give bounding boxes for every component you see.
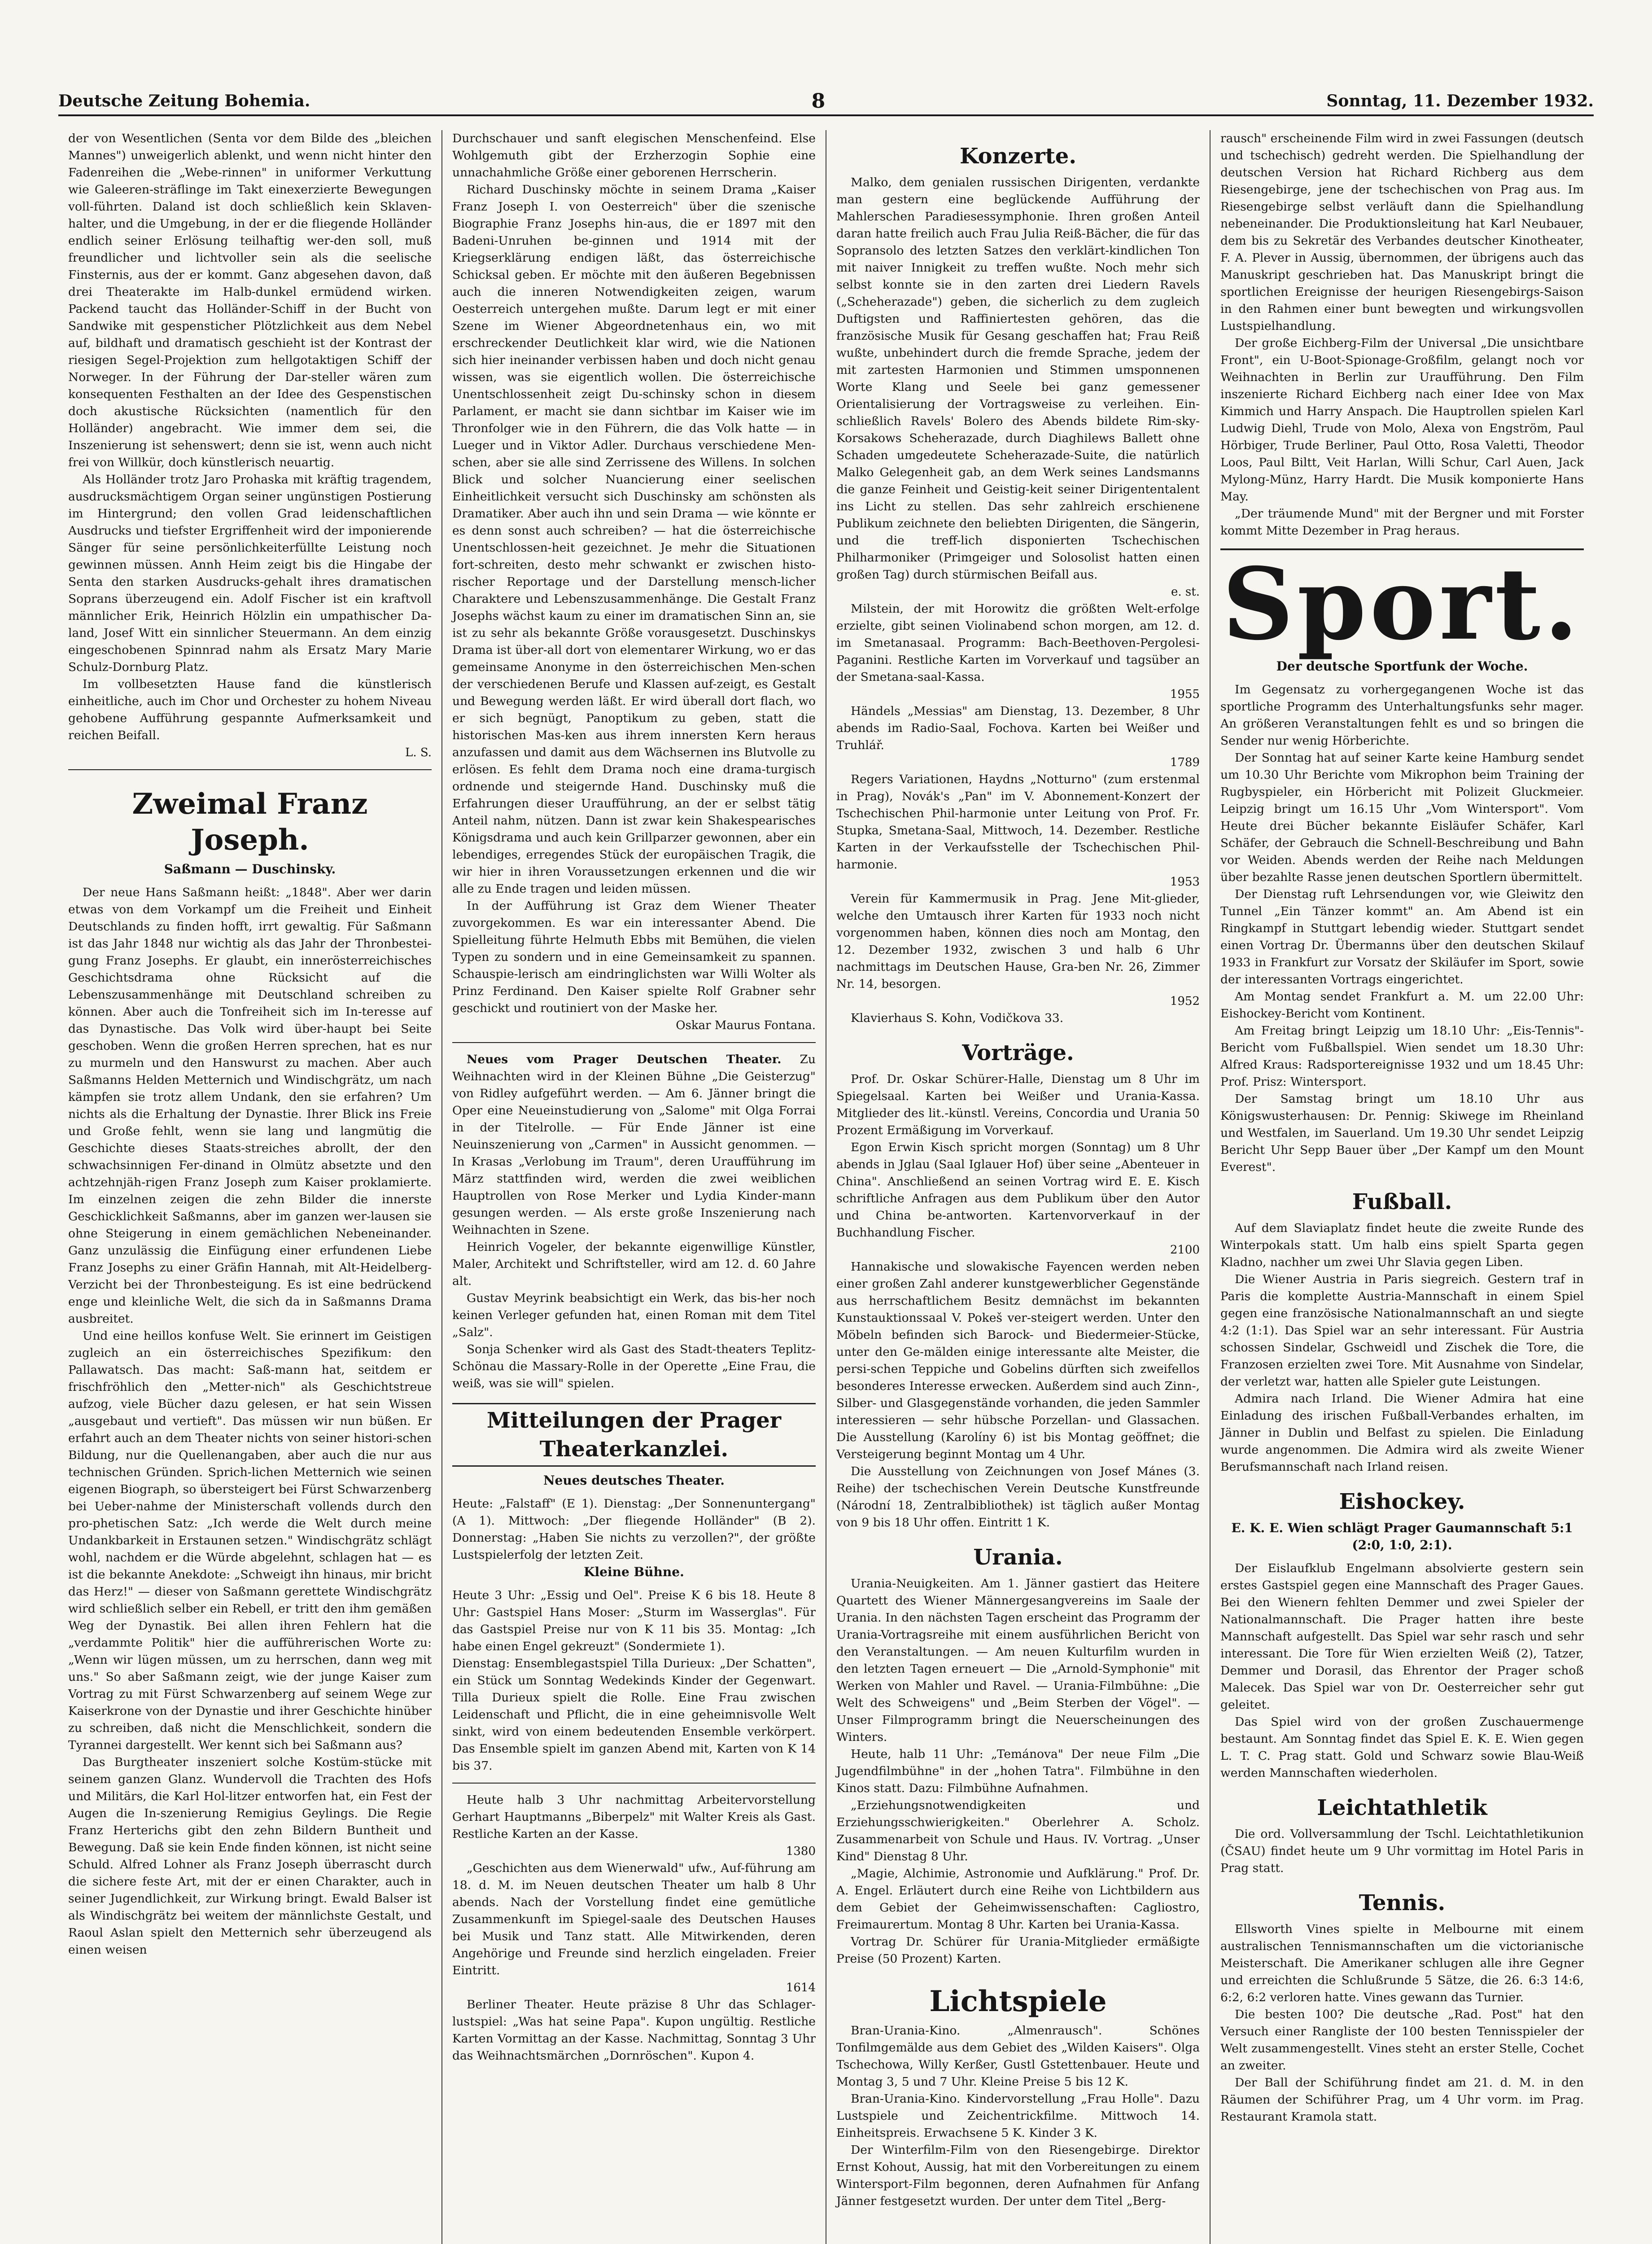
section-headline-konzerte: Konzerte. bbox=[959, 144, 1077, 169]
article-subheadline: Saßmann — Duschinsky. bbox=[164, 862, 336, 877]
paragraph: Der Dienstag ruft Lehrsendungen vor, wie Gleiwitz den Tunnel „Ein Tänzer kommt" an. Am Abend ist ein Ringkampf in Stuttgart lebendig wieder. Stuttgart sendet einen Vortrag Dr. Übermanns über den deutschen Skilauf 1933 in Frankfurt zur Vorsatz der Skiläufer im Sport, sowie der interessanten Vortrags eingerichtet. bbox=[1220, 887, 1584, 986]
program-listing: Heute halb 3 Uhr nachmittag Arbeitervorstellung Gerhart Hauptmanns „Biberpelz" mit Walter Kreis als Gast. Restliche Karten an der Kasse. bbox=[452, 1793, 816, 1841]
program-listing: „Geschichten aus dem Wienerwald" ufw., Auf-führung am 18. d. M. im Neuen deutschen Theater um halb 8 Uhr abends. Nach der Vorstellung findet eine gemütliche Zusammenkunft im Spiegel-saale des Deutschen Hauses bei Musik und Tanz statt. Alle Mitwirkenden, deren Angehörige und Freunde sind herzlich eingeladen. Freier Eintritt. bbox=[452, 1861, 816, 1977]
subheading: Neues deutsches Theater. bbox=[543, 1473, 725, 1488]
section-headline-eishockey: Eishockey. bbox=[1339, 1489, 1465, 1514]
ad-number: 1952 bbox=[1170, 995, 1200, 1008]
paragraph: Der große Eichberg-Film der Universal „Die unsichtbare Front", ein U-Boot-Spionage-Großfilm, gelangt noch vor Weihnachten in Berlin zur Uraufführung. Den Film inszenierte Richard Eichberg nach einer Idee von Max Kimmich und Harry Anspach. Die Hauptrollen spielen Karl Ludwig Diehl, Trude von Molo, Alexa von Engström, Paul Hörbiger, Trude Berliner, Paul Otto, Rosa Valetti, Theodor Loos, Paul Biltt, Veit Harlan, Willi Schur, Carl Auen, Jack Mylong-Münz, Harry Hardt. Die Musik komponierte Hans May. bbox=[1220, 336, 1584, 504]
program-listing: Berliner Theater. Heute präzise 8 Uhr das Schlager-lustspiel: „Was hat seine Papa". Kupon ungültig. Restliche Karten Vormittag an der Kasse. Nachmittag, Sonntag 3 Uhr das Weihnachtsmärchen „Dornröschen". Kupon 4. bbox=[452, 1998, 816, 2063]
paragraph: Vortrag Dr. Schürer für Urania-Mitglieder ermäßigte Preise (50 Prozent) Karten. bbox=[836, 1935, 1200, 1966]
section-headline-leichtathletik: Leichtathletik bbox=[1317, 1795, 1487, 1820]
paragraph: Heinrich Vogeler, der bekannte eigenwillige Künstler, Maler, Architekt und Schriftsteller, wird am 12. d. 60 Jahre alt. bbox=[452, 1240, 816, 1288]
paragraph: Egon Erwin Kisch spricht morgen (Sonntag) um 8 Uhr abends in Jglau (Saal Iglauer Hof) über seine „Abenteuer in China". Anschließend an seinen Vortrag wird E. E. Kisch schriftliche Anfragen aus dem Publikum über den Autor und China be-antworten. Kartenvorverkauf in der Buchhandlung Fischer. bbox=[836, 1140, 1200, 1240]
paragraph: Der Ball der Schiführung findet am 21. d. M. in den Räumen der Schiführer Prag, um 4 Uhr vorm. im Prag. Restaurant Kramola statt. bbox=[1220, 2076, 1584, 2124]
paragraph: Durchschauer und sanft elegischen Menschenfeind. Else Wohlgemuth gibt der Erzherzogin Sophie eine unnachahmliche Größe einer geborenen Herrscherin. bbox=[452, 131, 816, 180]
paragraph: Auf dem Slaviaplatz findet heute die zweite Runde des Winterpokals statt. Um halb eins spielt Sparta gegen Kladno, nachher um zwei Uhr Slavia gegen Liben. bbox=[1220, 1221, 1584, 1269]
divider bbox=[452, 1783, 816, 1784]
paragraph: Richard Duschinsky möchte in seinem Drama „Kaiser Franz Joseph I. von Oesterreich" über die szenische Biographie Franz Josephs hin-aus, die er 1897 mit den Badeni-Unruhen be-ginnen und 1914 mit der Kriegserklärung endigen läßt, das österreichische Schicksal geben. Er möchte mit den äußeren Begebnissen auch die inneren Notwendigkeiten zeigen, warum Oesterreich untergehen mußte. Darum legt er mit einer Szene im Wiener Abgeordnetenhaus ein, wo mit erschreckender Deutlichkeit klar wird, wie die Nationen sich hier ineinander verbissen haben und doch nicht genau wissen, was sie eigentlich wollen. Die österreichische Unentschlossenheit zeigt Du-schinsky schon in diesem Parlament, er macht sie dann sichtbar im Kaiser wie im Thronfolger wie in den Führern, die das Volk hatte — in Lueger und in Viktor Adler. Durchaus verschiedene Men-schen, aber sie alle sind Zerrissene des Willens. In solchen Blick und solcher Nuancierung einer seelischen Einheitlichkeit versucht sich Duschinsky am schönsten als Dramatiker. Aber auch ihn und sein Drama — wie könnte er es denn sonst auch schreiben? — hat die österreichische Unentschlossen-heit gezeichnet. Je mehr die Situationen fort-schreiten, desto mehr schwankt er zwischen histo-rischer Reportage und der Darstellung mensch-licher Charaktere und Lebenszusammenhänge. Die Gestalt Franz Josephs wächst kaum zu einer im dramatischen Sinn an, sie ist zu sehr als bekannte Größe vorausgesetzt. Duschinskys Drama ist über-all dort von elementarer Wirkung, wo er das gemeinsame Anonyme in den österreichischen Men-schen der verschiedenen Berufe und Klassen auf-zeigt, es Gestalt und Bewegung werden läßt. Er wird überall dort flach, wo er sich begnügt, Panoptikum zu geben, statt die historischen Mas-ken aus ihrem innersten Kern heraus anzufassen und damit aus dem Wächsernen ins Blutvolle zu erlösen. Es fehlt dem Drama noch eine drama-turgisch ordnende und steigernde Hand. Duschinsky muß die Erfahrungen dieser Uraufführung, an der er selbst tätig Anteil nahm, nützen. Dann ist zwar kein Shakespearisches Königsdrama und auch kein Grillparzer gewonnen, aber ein lebendiges, erregendes Stück der europäischen Tragik, die wir hier in ihren Voraussetzungen erkennen und die wir alle zu Ende tragen und leiden müssen. bbox=[452, 183, 816, 896]
news-title: Neues vom Prager Deutschen Theater. bbox=[467, 1052, 782, 1066]
paragraph: „Magie, Alchimie, Astronomie und Aufklärung." Prof. Dr. A. Engel. Erläutert durch eine Reihe von Lichtbildern aus dem Gebiet der Geheimwissenschaften: Cagliostro, Freimaurertum. Montag 8 Uhr. Karten bei Urania-Kassa. bbox=[836, 1867, 1200, 1932]
program-listing: Dienstag: Ensemblegastspiel Tilla Durieux: „Der Schatten", ein Stück um Sonntag Wedekinds Kinder der Gegenwart. Tilla Durieux spielt die Rolle. Eine Frau zwischen Leidenschaft und Pflicht, die in eine geheimnisvolle Welt sinkt, wird von einem bedeutenden Ensemble verkörpert. Das Ensemble spielt im ganzen Abend mit, Karten von K 14 bis 37. bbox=[452, 1657, 816, 1773]
section-headline-vortraege: Vorträge. bbox=[962, 1040, 1074, 1065]
paragraph: Sonja Schenker wird als Gast des Stadt-theaters Teplitz-Schönau die Massary-Rolle in der Operette „Eine Frau, die weiß, was sie will" spielen. bbox=[452, 1342, 816, 1390]
page-number: 8 bbox=[811, 89, 826, 113]
paragraph: Der neue Hans Saßmann heißt: „1848". Aber wer darin etwas von dem Vorkampf um die Freiheit und Einheit Deutschlands zu finden hofft, irrt gewaltig. Für Saßmann ist das Jahr 1848 nur wichtig als das Jahr der Thronbestei-gung Franz Josephs. Er glaubt, ein innerösterreichisches Geschichtsdrama ohne Rücksicht auf die Lebenszusammenhänge mit Deutschland schreiben zu können. Aber auch die Tonfreiheit sich im In-teresse auf das Dynastische. Das Volk wird über-haupt bei Seite geschoben. Wenn die großen Herren sprechen, hat es nur zu murmeln und den Hanswurst zu machen. Aber auch Saßmanns Helden Metternich und Windischgrätz, um nach kämpfen sie trotz allem Undank, den sie erfahren? Um nichts als die Erhaltung der Dynastie. Ihrer Blick ins Freie und Große fehlt, wenn sie lang und langmütig die Geschichte dieses Staats-streiches abrollt, der den schwachsinnigen Fer-dinand in Olmütz absetzte und den achtzehnjäh-rigen Franz Joseph zum Kaiser proklamierte. Im einzelnen zeigen die zehn Bilder die innerste Geschicklichkeit Saßmanns, aber im ganzen wer-lausen sie ohne Steigerung in einem gemächlichen Nebeneinander. Ganz unzulässig die Einfügung einer erfundenen Liebe Franz Josephs zu einer Gräfin Hannah, mit Alt-Heidelberg-Verzicht bei der Thronbesteigung. Es ist eine bedrückend enge und kleinliche Welt, die sich da in Saßmanns Drama ausbreitet. bbox=[68, 885, 432, 1326]
signature: Oskar Maurus Fontana. bbox=[676, 1019, 816, 1032]
section-headline-urania: Urania. bbox=[973, 1545, 1063, 1570]
column-3 bbox=[826, 130, 1211, 2244]
paragraph: Die ord. Vollversammlung der Tschl. Leichtathletikunion (ČSAU) findet heute um 9 Uhr vormittag im Hotel Paris in Prag statt. bbox=[1220, 1827, 1584, 1875]
program-listing: Heute 3 Uhr: „Essig und Oel". Preise K 6 bis 18. Heute 8 Uhr: Gastspiel Hans Moser: „Sturm im Wasserglas". Für das Gastspiel Preise nur von K 11 bis 35. Montag: „Ich habe einen Engel gekreuzt" (Sondermiete 1). bbox=[452, 1588, 816, 1653]
paragraph: Im Gegensatz zu vorhergegangenen Woche ist das sportliche Programm des Unterhaltungsfunks sehr mager. An größeren Veranstaltungen fehlt es und so bringen die Sender nur wenig Hörberichte. bbox=[1220, 683, 1584, 748]
paragraph: Händels „Messias" am Dienstag, 13. Dezember, 8 Uhr abends im Radio-Saal, Fochova. Karten bei Weißer und Truhlář. bbox=[836, 704, 1200, 752]
subheading: E. K. E. Wien schlägt Prager Gaumannschaft 5:1 (2:0, 1:0, 2:1). bbox=[1231, 1521, 1573, 1552]
paragraph: Der Winterfilm-Film von den Riesengebirge. Direktor Ernst Kohout, Aussig, hat mit den Vorbereitungen zu einem Wintersport-Film begonnen, deren Aufnahmen für Anfang Jänner festgesetzt wurden. Der unter dem Titel „Berg- bbox=[836, 2143, 1200, 2208]
section-headline-sport: Sport. bbox=[1220, 548, 1584, 658]
paragraph: Gustav Meyrink beabsichtigt ein Werk, das bis-her noch keinen Verleger gefunden hat, einen Roman mit dem Titel „Salz". bbox=[452, 1291, 816, 1339]
paragraph: Ellsworth Vines spielte in Melbourne mit einem australischen Tennismannschaften um die victorianische Meisterschaft. Die Amerikaner schlugen alle ihre Gegner und erreichten die Schlußrunde 5 Sätze, die 26. 6:3 14:6, 6:2, 6:2 verloren hatte. Vines gewann das Turnier. bbox=[1220, 1922, 1584, 2004]
column-1 bbox=[58, 130, 442, 2244]
paragraph: Admira nach Irland. Die Wiener Admira hat eine Einladung des irischen Fußball-Verbandes erhalten, im Jänner in Dublin und Belfast zu spielen. Die Einladung wurde angenommen. Die Admira wird als zweite Wiener Berufsmannschaft nach Irland reisen. bbox=[1220, 1392, 1584, 1474]
program-listing: Heute: „Falstaff" (E 1). Dienstag: „Der Sonnenuntergang" (A 1). Mittwoch: „Der fliegende Holländer" (B 2). Donnerstag: „Haben Sie nichts zu verzollen?", der größte Lustspielerfolg der letzten Zeit. bbox=[452, 1497, 816, 1562]
signature: L. S. bbox=[405, 746, 432, 759]
subheading: Der deutsche Sportfunk der Woche. bbox=[1276, 659, 1528, 674]
news-text: Zu Weihnachten wird in der Kleinen Bühne „Die Geisterzug" von Ridley aufgeführt werden. — Am 6. Jänner bringt die Oper eine Neueinstudierung von „Salome" mit Olga Forrai in der Titelrolle. — Für Ende Jänner ist eine Neuinszenierung von „Carmen" in Aussicht genommen. — In Krasas „Verlobung im Traum", deren Uraufführung im März stattfinden wird, werden die zwei weiblichen Hauptrollen von Rose Merker und Lydia Kinder-mann gesungen werden. — Als erste große Inszenierung nach Weihnachten in Szene. bbox=[452, 1052, 816, 1237]
article-headline: Zweimal Franz Joseph. bbox=[132, 787, 368, 857]
paper-name: Deutsche Zeitung Bohemia. bbox=[58, 92, 310, 110]
paragraph: Urania-Neuigkeiten. Am 1. Jänner gastiert das Heitere Quartett des Wiener Männergesangvereins im Saale der Urania. In den nächsten Tagen erscheint das Programm der Urania-Vortragsreihe mit einem ausführlichen Bericht von den Veranstaltungen. — Am neuen Kulturfilm wurden in den letzten Tagen erneuert — Die „Arnold-Symphonie" mit Werken von Mahler und Ravel. — Urania-Filmbühne: „Die Welt des Schweigens" und „Beim Sterben der Vögel". — Unser Filmprogramm bringt die Neuerscheinungen des Winters. bbox=[836, 1577, 1200, 1744]
column-2 bbox=[442, 130, 826, 2244]
section-headline-theaterkanzlei: Mitteilungen der Prager Theaterkanzlei. bbox=[452, 1403, 816, 1467]
paragraph: Klavierhaus S. Kohn, Vodičkova 33. bbox=[851, 1011, 1064, 1025]
section-headline-fussball: Fußball. bbox=[1352, 1189, 1452, 1214]
issue-date: Sonntag, 11. Dezember 1932. bbox=[1326, 92, 1594, 110]
paragraph: Der Samstag bringt um 18.10 Uhr aus Königswusterhausen: Dr. Pennig: Skiwege im Rheinland und Westfalen, im Sauerland. Um 19.30 Uhr sendet Leipzig Bericht Uhr Sepp Bauer über „Der Kampf um den Mount Everest". bbox=[1220, 1092, 1584, 1174]
subheading: Kleine Bühne. bbox=[584, 1565, 684, 1579]
paragraph: Malko, dem genialen russischen Dirigenten, verdankte man gestern eine beglückende Aufführung der Mahlerschen Paradiesessymphonie. Ihren großen Anteil daran hatte freilich auch Frau Julia Reiß-Bächer, die für das Sopransolo des letzten Satzes den verklärt-kindlichen Ton mit naiver Innigkeit zu treffen wußte. Noch mehr sich selbst konnte sie in den zarten drei Liedern Ravels („Scheherazade") geben, die sicherlich zu dem zugleich Duftigsten und Raffiniertesten gehören, das die französische Musik für Gesang geschaffen hat; Frau Reiß wußte, unbehindert durch die fremde Sprache, jedem der mit zartesten Harmonien und Stimmen umsponnenen Worte Klang und Seele bei ganz gemessener Orientalisierung der Vortragsweise zu verleihen. Ein-schließlich Ravels' Bolero des Abends bildete Rim-sky-Korsakows Scheherazade, durch Diaghilews Ballett ohne Schaden umgedeutete Scheherazade-Suite, die natürlich Malko Gelegenheit gab, an dem Werk seines Landsmanns die ganze Feinheit und Geistig-keit seiner Dirigententalent ins Licht zu stellen. Das sehr zahlreich erschienene Publikum zeichnete den beliebten Dirigenten, die Sängerin, und die treff-lich disponierten Tschechischen Philharmoniker (Primgeiger und Solosolist hatten einen großen Tag) durch stürmischen Beifall aus. bbox=[836, 175, 1200, 582]
paragraph: der von Wesentlichen (Senta vor dem Bilde des „bleichen Mannes") unweigerlich ablenkt, und wenn nicht hinter den Fadenreihen die „Webe-rinnen" in uniformer Verkuttung wie Galeeren-sträflinge im Takt einexerzierte Bewegungen voll-führten. Daland ist doch schließlich kein Sklaven-halter, und die Umgebung, in der er die fliegende Holländer endlich seiner Erlösung teilhaftig wer-den soll, muß freundlicher und lichtvoller sein als die seelische Finsternis, aus der er kommt. Ganz abgesehen davon, daß drei Theaterakte im Halb-dunkel ermüdend wirken. Packend taucht das Holländer-Schiff in der Bucht von Sandwike mit gespensticher Plötzlichkeit aus dem Nebel auf, bildhaft und dramatisch geschieht ist der Kontrast der riesigen Segel-Projektion zum hellgotaktigen Schiff der Norweger. In der Führung der Dar-steller wären zum konsequenten Festhalten an der Idee des Gespenstischen doch akustische Rücksichten (namentlich für den Holländer) angebracht. Wie immer dem sei, die Inszenierung ist sehenswert; denn sie ist, wenn auch nicht frei von Willkür, doch künstlerisch neuartig. bbox=[68, 131, 432, 469]
paragraph: Und eine heillos konfuse Welt. Sie erinnert im Geistigen zugleich an ein österreichisches Spezifikum: den Pallawatsch. Das macht: Saß-mann hat, seitdem er frischfröhlich den „Metter-nich" als Geschichtstreue aufzog, viele Bücher dazu gelesen, er hat sein Wissen „ausgebaut und vertieft". Das müssen wir nun büßen. Er erfahrt auch an dem Theater nichts von seiner histori-schen Bildung, nur die Quellenangaben, aber auch die nur aus technischen Gründen. Sprich-lichen Metternich wie seinen eigenen Biograph, so übersteigert bei Fürst Schwarzenberg bei Ueber-nahme der Ministerschaft vollends durch den pro-phetischen Satz: „Ich werde die Welt durch meine Undankbarkeit in Erstaunen setzen." Windischgrätz schlägt wohl, nachdem er die Würde abgelehnt, schlagen hat — es ist die bekannte Anekdote: „Schweigt ihn hinaus, mir bricht das Herz!" — dieser von Saßmann gerettete Windischgrätz wird schließlich selber ein Rebell, er tritt den ihm gemäßen Weg der Dynastik. Bei allen ihren Fehlern hat die „verdammte Politik" hier die aufführerischen Worte zu: „Wenn wir lügen müssen, um zu herrschen, dann weg mit uns." So aber Saßmann zeigt, wie der junge Kaiser zum Vortrag zu mit Fürst Schwarzenberg auf seinem Wege zur Kaiserkrone von der Dynastie und ihrer Geschichte hinüber zu schreiben, daß nicht die Menschlichkeit, sondern die Tyrannei dargestellt. Wer kennt sich bei Saßmann aus? bbox=[68, 1329, 432, 1752]
paragraph: Die Wiener Austria in Paris siegreich. Gestern traf in Paris die komplette Austria-Mannschaft in einem Spiel gegen eine französische Nationalmannschaft an und siegte 4:2 (1:1). Das Spiel war an sehr interessant. Für Austria schossen Sindelar, Gschweidl und Zischek die Tore, die Franzosen erzielten zwei Tore. Mit Ausnahme von Sindelar, der verletzt war, hatten alle Spieler gute Leistungen. bbox=[1220, 1272, 1584, 1389]
paragraph: rausch" erscheinende Film wird in zwei Fassungen (deutsch und tschechisch) gedreht werden. Die Spielhandlung der deutschen Version hat Richard Richberg aus dem Riesengebirge, jene der tschechischen von Prag aus. Im Riesengebirge selbst verläuft dann die Spielhandlung nebeneinander. Die Produktionsleitung hat Karl Neubauer, dem bis zu Sekretär des Verbandes deutscher Kinotheater, F. A. Plever in Aussig, übernommen, der übrigens auch das Manuskript geschrieben hat. Das Manuskript bringt die sportlichen Ereignisse der heurigen Riesengebirgs-Saison in den Rahmen einer bunt bewegten und wirkungsvollen Lustspielhandlung. bbox=[1220, 131, 1584, 333]
paragraph: Bran-Urania-Kino. „Almenrausch". Schönes Tonfilmgemälde aus dem Gebiet des „Wilden Kaisers". Olga Tschechowa, Willy Kerßer, Gustl Gstettenbauer. Heute und Montag 3, 5 und 7 Uhr. Kleine Preise 5 bis 12 K. bbox=[836, 2024, 1200, 2089]
paragraph: Milstein, der mit Horowitz die größten Welt-erfolge erzielte, gibt seinen Violinabend schon morgen, am 12. d. im Smetanasaal. Programm: Bach-Beethoven-Pergolesi-Paganini. Restliche Karten im Vorverkauf und tagsüber an der Smetana-saal-Kassa. bbox=[836, 602, 1200, 684]
divider bbox=[452, 1042, 816, 1043]
paragraph: Am Montag sendet Frankfurt a. M. um 22.00 Uhr: Eishockey-Bericht vom Kontinent. bbox=[1220, 990, 1584, 1021]
paragraph: Regers Variationen, Haydns „Notturno" (zum erstenmal in Prag), Novák's „Pan" im V. Abonnement-Konzert der Tschechischen Phil-harmonie unter Leitung von Prof. Fr. Stupka, Smetana-Saal, Mittwoch, 14. Dezember. Restliche Karten in der Verkaufsstelle der Tschechischen Phil-harmonie. bbox=[836, 772, 1200, 872]
divider bbox=[68, 769, 432, 770]
paragraph: Prof. Dr. Oskar Schürer-Halle, Dienstag um 8 Uhr im Spiegelsaal. Karten bei Weißer und Urania-Kassa. Mitglieder des lit.-künstl. Vereins, Concordia und Urania 50 Prozent Ermäßigung im Vorverkauf. bbox=[836, 1072, 1200, 1137]
paragraph: Hannakische und slowakische Fayencen werden neben einer großen Zahl anderer kunstgewerblicher Gegenstände aus herrschaftlichem Besitz demnächst im bekannten Kunstauktionssaal V. Pokeš ver-steigert werden. Unter den Möbeln befinden sich Barock- und Biedermeier-Stücke, unter den Ge-mälden einige interessante alte Meister, die persi-schen Teppiche und Gobelins dürften sich zweifellos besonderes Interesse erwecken. Außerdem sind auch Zinn-, Silber- und Glasgegenstände vorhanden, die jeden Sammler interessieren — sehr hübsche Porzellan- und Glassachen. Die Ausstellung (Karolíny 6) ist bis Montag geöffnet; die Versteigerung beginnt Montag um 4 Uhr. bbox=[836, 1260, 1200, 1461]
ad-number: 2100 bbox=[1170, 1243, 1200, 1257]
ad-number: 1789 bbox=[1170, 756, 1200, 769]
section-headline-lichtspiele: Lichtspiele bbox=[929, 1985, 1107, 2018]
paragraph: Die Ausstellung von Zeichnungen von Josef Mánes (3. Reihe) der tschechischen Verein Deutsche Kunstfreunde (Národní 18, Zentralbibliothek) ist täglich außer Montag von 9 bis 18 Uhr offen. Eintritt 1 K. bbox=[836, 1464, 1200, 1530]
paragraph: „Der träumende Mund" mit der Bergner und mit Forster kommt Mitte Dezember in Prag heraus. bbox=[1220, 507, 1584, 538]
paragraph: Der Sonntag hat auf seiner Karte keine Hamburg sendet um 10.30 Uhr Berichte vom Mikrophon beim Training der Rugbyspieler, ein Hörbericht mit Polizeit Gluckmeier. Leipzig bringt um 16.15 Uhr „Vom Wintersport". Vom Heute drei Bücher bekannte Eisläufer Schäfer, Karl Schäfer, der Gebrauch die Schnell-Beschreibung und Bahn vor Weiden. Abends werden der Reihe nach Meldungen über bezahlte Rasse jenen deutschen Sportlern übermittelt. bbox=[1220, 751, 1584, 884]
paragraph: Heute, halb 11 Uhr: „Temánova" Der neue Film „Die Jugendfilmbühne" in der „hohen Tatra". Filmbühne in den Kinos statt. Dazu: Filmbühne Aufnahmen. bbox=[836, 1747, 1200, 1795]
ad-number: 1614 bbox=[786, 1981, 816, 1994]
paragraph: Das Burgtheater inszeniert solche Kostüm-stücke mit seinem ganzen Glanz. Wundervoll die Trachten des Hofs und Militärs, die Karl Hol-litzer entworfen hat, ein Fest der Augen die In-szenierung Remigius Geylings. Die Regie Franz Herterichs gibt den zehn Bildern Buntheit und Bewegung. Daß sie kein Ende finden können, ist nicht seine Schuld. Alfred Lohner als Franz Joseph überrascht durch die sichere feste Art, mit der er einen Charakter, auch in seiner Jugendlichkeit, zur Wirkung bringt. Ewald Balser ist als Windischgrätz bei weitem der männlichste Gestalt, und Raoul Aslan spielt den Metternich sehr überzeugend als einen weisen bbox=[68, 1755, 432, 1957]
paragraph: Am Freitag bringt Leipzig um 18.10 Uhr: „Eis-Tennis"-Bericht vom Fußballspiel. Wien sendet um 18.30 Uhr: Alfred Kraus: Radsportereignisse 1932 und um 18.45 Uhr: Prof. Prisz: Wintersport. bbox=[1220, 1024, 1584, 1089]
paragraph: Als Holländer trotz Jaro Prohaska mit kräftig tragendem, ausdrucksmächtigem Organ seiner ungünstigen Postierung im Hintergrund; den vollen Grad leidenschaftlichen Ausdrucks und tiefster Ergriffenheit wird der imponierende Sänger für seine persönlichkeiterfüllte Leistung noch gewinnen müssen. Annh Heim zeigt bis die Hingabe der Senta den starken Ausdrucks-gehalt ihres dramatischen Soprans überzeugend ein. Adolf Fischer ist ein kraftvoll männlicher Erik, Heinrich Hölzlin ein umpathischer Da-land, Josef Witt ein sinnlicher Steuermann. An dem einzig eingeschobenen Spinnrad nahm als Ersatz Mary Marie Schulz-Dornburg Platz. bbox=[68, 473, 432, 674]
ad-number: 1953 bbox=[1170, 875, 1200, 889]
paragraph: Die besten 100? Die deutsche „Rad. Post" hat den Versuch einer Rangliste der 100 besten Tennisspieler der Welt zusammengestellt. Vines steht an erster Stelle, Cochet an zweiter. bbox=[1220, 2007, 1584, 2073]
paragraph: Das Spiel wird von der großen Zuschauermenge bestaunt. Am Sonntag findet das Spiel E. K. E. Wien gegen L. T. C. Prag statt. Gold und Schwarz sowie Blau-Weiß werden Mannschaften wiederholen. bbox=[1220, 1715, 1584, 1780]
paragraph: Verein für Kammermusik in Prag. Jene Mit-glieder, welche den Umtausch ihrer Karten für 1933 noch nicht vorgenommen haben, können dies noch am Montag, den 12. Dezember 1932, zwischen 3 und halb 6 Uhr nachmittags im Deutschen Hause, Gra-ben Nr. 26, Zimmer Nr. 14, besorgen. bbox=[836, 892, 1200, 991]
signature: e. st. bbox=[1171, 585, 1200, 599]
paragraph: Im vollbesetzten Hause fand die künstlerisch einheitliche, auch im Chor und Orchester zu hohem Niveau gehobene Aufführung gespannte Aufmerksamkeit und reichen Beifall. bbox=[68, 677, 432, 742]
columns bbox=[58, 130, 1594, 2244]
paragraph: „Erziehungsnotwendigkeiten und Erziehungsschwierigkeiten." Oberlehrer A. Scholz. Zusammenarbeit von Schule und Haus. IV. Vortrag. „Unser Kind" Dienstag 8 Uhr. bbox=[836, 1798, 1200, 1863]
ad-number: 1380 bbox=[786, 1845, 816, 1858]
paragraph: In der Aufführung ist Graz dem Wiener Theater zuvorgekommen. Es war ein interessanter Abend. Die Spielleitung führte Helmuth Ebbs mit Bemühen, die vielen Typen zu sondern und in eine Gemeinsamkeit zu spannen. Schauspie-lerisch am eindringlichsten war Willi Wolter als Prinz Ferdinand. Den Kaiser spielte Rolf Grabner sehr geschickt und routiniert von der Maske her. bbox=[452, 899, 816, 1015]
section-headline-tennis: Tennis. bbox=[1359, 1890, 1446, 1915]
column-4 bbox=[1211, 130, 1594, 2244]
paragraph: Bran-Urania-Kino. Kindervorstellung „Frau Holle". Dazu Lustspiele und Zeichentrickfilme. Mittwoch 14. Einheitspreis. Erwachsene 5 K. Kinder 3 K. bbox=[836, 2092, 1200, 2140]
ad-number: 1955 bbox=[1170, 688, 1200, 701]
masthead bbox=[58, 88, 1594, 116]
paragraph: Der Eislaufklub Engelmann absolvierte gestern sein erstes Gastspiel gegen eine Mannschaft des Prager Gaues. Bei den Wienern fehlten Demmer und zwei Spieler der Nationalmannschaft. Die Prager hatten ihre beste Mannschaft aufgestellt. Das Spiel war sehr rasch und sehr interessant. Die Tore für Wien erzielten Weiß (2), Tatzer, Demmer und Dorasil, das Ehrentor der Prager schoß Malecek. Das Spiel war von Dr. Oesterreicher sehr gut geleitet. bbox=[1220, 1561, 1584, 1712]
